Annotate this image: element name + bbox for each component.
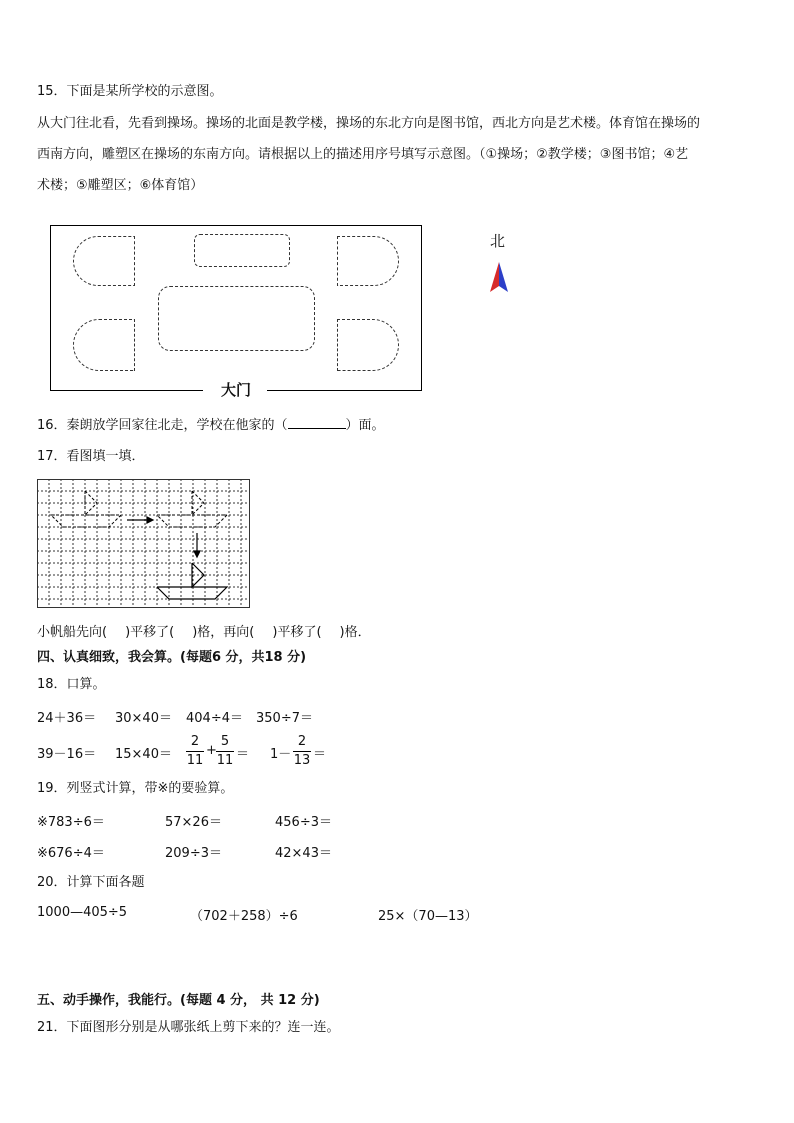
q18-one-minus: 1－: [270, 747, 292, 762]
q17-part-3: )格，再向(: [192, 625, 255, 640]
section-4-title: 四、认真细致，我会算。(每题6 分，共18 分): [37, 650, 307, 665]
north-compass: [484, 230, 514, 300]
school-map: [50, 225, 422, 399]
q15-desc-line-1: 从大门往北看，先看到操场。操场的北面是教学楼，操场的东北方向是图书馆，西北方向是艺术楼。体育馆在操场的: [37, 116, 701, 131]
q20-item-3: 25×（70—13）: [378, 909, 478, 924]
q19-r1-c1: ※783÷6＝: [37, 815, 105, 830]
slot-northwest[interactable]: [73, 236, 135, 286]
q18-plus: +: [206, 743, 217, 758]
q16-before: 16．秦朗放学回家往北走，学校在他家的（: [37, 418, 288, 433]
q17-part-2: )平移了(: [125, 625, 175, 640]
q15-title: 15．下面是某所学校的示意图。: [37, 84, 223, 99]
q18-r1-c4: 350÷7＝: [256, 711, 313, 726]
q19-r2-c2: 209÷3＝: [165, 846, 222, 861]
q21-title: 21．下面图形分别是从哪张纸上剪下来的？连一连。: [37, 1020, 340, 1035]
q18-r2-c2: 15×40＝: [115, 747, 172, 762]
q18-fraction-c: $\frac{2}{13}$: [293, 734, 311, 768]
q19-title: 19．列竖式计算，带※的要验算。: [37, 781, 234, 796]
q17-part-4: )平移了(: [272, 625, 322, 640]
q20-item-1: 1000—405÷5: [37, 905, 128, 920]
section-5-title: 五、动手操作，我能行。(每题 4 分， 共 12 分): [37, 993, 320, 1008]
q19-r2-c3: 42×43＝: [275, 846, 332, 861]
q15-desc-line-2: 西南方向，雕塑区在操场的东南方向。请根据以上的描述用序号填写示意图。（①操场；②教学楼；③图书馆；④艺: [37, 147, 689, 162]
q18-fraction-b: $\frac{5}{11}$: [216, 734, 234, 768]
q17-title: 17．看图填一填．: [37, 449, 145, 464]
q17-answer-sentence: [37, 624, 371, 642]
q15-desc-line-3: 术楼；⑤雕塑区；⑥体育馆）: [37, 178, 204, 193]
slot-north[interactable]: [194, 234, 290, 267]
compass-arrow-icon: [488, 262, 510, 294]
q20-item-2: （702＋258）÷6: [190, 909, 298, 924]
north-label: 北: [490, 232, 506, 250]
q18-eq-2: ＝: [313, 747, 327, 762]
slot-northeast[interactable]: [337, 236, 399, 286]
q20-title: 20．计算下面各题: [37, 875, 145, 890]
grid-figure: [37, 479, 251, 609]
sailboat-grid: [37, 479, 251, 609]
q16-answer-blank[interactable]: [288, 416, 346, 429]
q19-r1-c3: 456÷3＝: [275, 815, 332, 830]
q18-title: 18．口算。: [37, 677, 106, 692]
q19-r1-c2: 57×26＝: [165, 815, 222, 830]
q18-fraction-a: $\frac{2}{11}$: [186, 734, 204, 768]
q18-r2-c1: 39－16＝: [37, 747, 97, 762]
gate-label: 大门: [216, 379, 256, 400]
q18-r1-c2: 30×40＝: [115, 711, 172, 726]
q18-r1-c1: 24＋36＝: [37, 711, 97, 726]
q17-part-1: 小帆船先向(: [37, 625, 108, 640]
q16-after: ）面。: [345, 418, 385, 433]
q17-part-5: )格．: [339, 625, 371, 640]
q16-text: [37, 416, 385, 435]
q18-eq: ＝: [236, 747, 250, 762]
q18-r1-c3: 404÷4＝: [186, 711, 243, 726]
q19-r2-c1: ※676÷4＝: [37, 846, 105, 861]
slot-southeast[interactable]: [337, 319, 399, 371]
slot-center[interactable]: [158, 286, 315, 351]
slot-southwest[interactable]: [73, 319, 135, 371]
